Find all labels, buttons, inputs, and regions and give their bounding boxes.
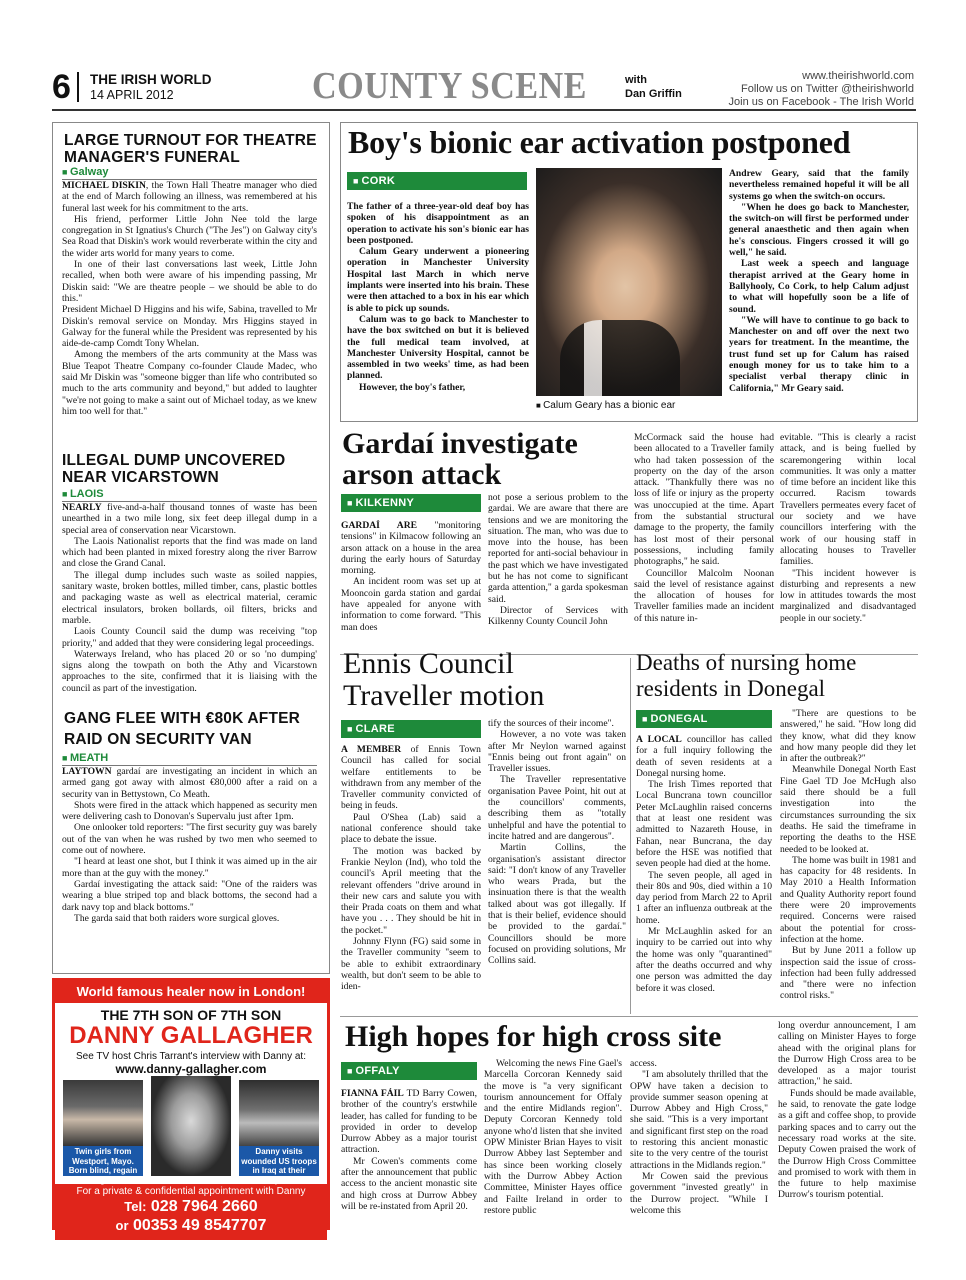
- website-link[interactable]: www.theirishworld.com: [802, 70, 914, 82]
- ad-or-label: or: [115, 1218, 129, 1233]
- bionic-p1: The father of a three-year-old deaf boy has spoken of his disappointment as an operation to activate his son's bionic ear has been postponed.: [347, 201, 529, 246]
- donegal-col1: [636, 734, 772, 1014]
- arson-c3b: Councillor Malcolm Noonan said the level of resistance against the allocation of houses for Traveller families made an incident of this nature in-: [634, 567, 774, 624]
- bionic-body-right: [729, 168, 909, 416]
- cross-lead: FIANNA FÁIL: [341, 1088, 404, 1099]
- cross-c3: access.: [630, 1058, 657, 1069]
- facebook-link[interactable]: Join us on Facebook - The Irish World: [728, 96, 914, 108]
- ad-caption-right: Danny visits wounded US troops in Iraq at their request: [239, 1146, 319, 1176]
- arson-col2: [488, 492, 628, 650]
- section-title: COUNTY SCENE: [312, 65, 587, 107]
- donegal-c2b: Meanwhile Donegal North East Fine Gael TD Joe McHugh also said there should be a full investigation into the circumstances surrounding the six deaths. He said the timeframe in reporting the deaths to the HSE needed to be looked at.: [780, 764, 916, 855]
- ad-name: DANNY GALLAGHER: [69, 1022, 313, 1049]
- bionic-r1: Andrew Geary, said that the family nevertheless remained hopeful it will be all systems go when the switch-on occurs.: [729, 168, 909, 202]
- donegal-c1d: Mr McLaughlin asked for an inquiry to be carried out into why the home was only "quarantined" after the deaths occurred and why one person was admitted the day before it was closed.: [636, 926, 772, 994]
- ad-phone-2[interactable]: 00353 49 8547707: [132, 1217, 267, 1234]
- editor-name: Dan Griffin: [625, 88, 682, 100]
- ennis-c1: of Ennis Town Council has called for social welfare entitlements to be withdrawn from any member of the Traveller community convicted of being in feuds.: [341, 744, 481, 812]
- arson-c3: McCormack said the house had been allocated to a Traveller family who had taken possession of the property on the day of the arson attack. "Thankfully there was no loss of life or injury as the property was unoccupied at the time. Apart from the substantial structural damage to the property, the family has lost most of their personal possessions, including family photographs," he said.: [634, 432, 774, 568]
- ennis-donegal-divider: [630, 658, 631, 1014]
- dump-body: [62, 502, 317, 698]
- dump-p1: five-and-a-half thousand tonnes of waste has been unearthed in a two mile long, six feet deep illegal dump in a special area of conservation near Vicarstown.: [62, 502, 317, 536]
- ad-phone-1[interactable]: 028 7964 2660: [150, 1198, 258, 1215]
- ad-banner: World famous healer now in London!: [55, 981, 327, 1003]
- arson-headline: Gardaí investigate arson attack: [342, 427, 578, 491]
- donegal-c1: councillor has called for a full inquiry following the death of seven residents at a Donegal nursing home.: [636, 734, 772, 779]
- dump-p2: The Laois Nationalist reports that the find was made on land which had been planted in mixed forestry along the river Barrow and close the Grand Canal.: [62, 535, 317, 570]
- cross-col2: [484, 1058, 622, 1230]
- cross-c1: TD Barry Cowen, brother of the country's erstwhile leader, has called for funding to be provided in order to develop Durrow Abbey as a major tourist attraction.: [341, 1088, 477, 1156]
- arson-c4b: "This incident however is disturbing and represents a new low in attitudes towards the most marginalized and disadvantaged people in our society.": [780, 567, 916, 624]
- donegal-c1b: The Irish Times reported that Local Buncrana town councillor Peter McLaughlin raised concerns that at least one resident was admitted to Nazareth House, in Fahan, near Buncrana, the day before the HSE was notified that seven people had died at the home.: [636, 779, 772, 870]
- ennis-c1c: The motion was backed by Frankie Neylon (Ind), who told the council's April meeting that the relevant offenders "drive around in their new cars and salute you with their Prada coats on them and what have you . . . They should be hit in the pocket.": [341, 845, 481, 936]
- bionic-r2: "When he does go back to Manchester, the switch-on will first be performed under general anaesthetic and then again when he's conscious. Fingers crossed it will go well," he said.: [729, 201, 909, 259]
- cross-c2: Welcoming the news Fine Gael's Marcella Corcoran Kennedy said the move is "a very significant tourism announcement for Offaly and the entire Midlands region". Deputy Corcoran Kennedy told anyone who'd listen that she invited OPW Minister Brian Hayes to visit Durrow Abbey last September and has since been working closely with the Durrow Abbey Action Committee, Minister Hayes office and Failte Ireland in order to restore public: [484, 1058, 622, 1216]
- with-label: with: [625, 74, 647, 86]
- funeral-headline: LARGE TURNOUT FOR THEATRE MANAGER'S FUNERAL: [64, 132, 317, 166]
- ennis-headline: Ennis Council Traveller motion: [343, 647, 545, 712]
- bionic-r3: Last week a speech and language therapist arrived at the Geary home in Ballyhooly, Co Cork, to help Calum adjust to what will hopefully soon be a life of sound.: [729, 258, 909, 315]
- funeral-p5: Among the members of the arts community at the Mass was Blue Teapot Theatre Company co-founder Claude Madec, who said Mr Diskin was "someone bigger than life who contributed so much to the arts community and beyond," but added to laughter "we're not going to make a saint out of Michael today, as we knew him too well for that.": [62, 349, 317, 417]
- dump-headline: ILLEGAL DUMP UNCOVERED NEAR VICARSTOWN: [62, 452, 286, 486]
- arson-c1b: An incident room was set up at Mooncoin garda station and gardaí have appealed for anyone with information to come forward. "This man does: [341, 576, 481, 633]
- ennis-c2c: The Traveller representative organisation Pavee Point, hit out at the councillors' comments, describing them as "totally unhelpful and have the potential to incite hatred and are dangerous".: [488, 774, 626, 842]
- bionic-caption: ■ Calum Geary has a bionic ear: [536, 400, 676, 411]
- donegal-c2c: The home was built in 1981 and has capacity for 48 residents. In May 2010 a Health Information and Quality Authority report found there were 20 improvements required. Concerns were raised about the potential for cross-infection at the home.: [780, 854, 916, 945]
- page-number-divider: [77, 72, 79, 102]
- ennis-lead: A MEMBER: [341, 744, 402, 755]
- gang-p6: The garda said that both raiders wore surgical gloves.: [74, 912, 280, 924]
- dump-p3: The illegal dump includes such waste as soiled nappies, sanitary waste, broken bottles, milled timber, cans, plastic bottles and packaging waste as well as electrical material, ceramic electrical insulators, broken bollards, oil filters, bricks and marble.: [62, 569, 317, 626]
- gang-p4: "I heard at least one shot, but I think it was aimed up in the air more than at the guy with the money.": [62, 856, 317, 879]
- donegal-headline: Deaths of nursing home residents in Donegal: [636, 650, 857, 701]
- cross-col1: [341, 1088, 477, 1230]
- ennis-c1b: Paul O'Shea (Lab) said a national conference should take place to debate the issue.: [341, 811, 481, 846]
- bionic-county: ■ CORK: [347, 172, 527, 190]
- donegal-c2: "There are questions to be answered," he said. "How long did they know, what did they know and how many people did they let in after the outbreak?": [780, 708, 916, 765]
- donegal-col2: [780, 708, 916, 1014]
- ad-appointment: For a private & confidential appointment with Danny: [76, 1186, 306, 1197]
- donegal-county: ■ DONEGAL: [636, 710, 772, 728]
- arson-col3: [634, 432, 774, 650]
- gang-p1: gardaí are investigating an incident in which an armed gang got away with almost €80,000 after a raid on a security van in Bettystown, Co Meath.: [62, 766, 317, 800]
- funeral-p4: President Michael D Higgins and his wife, Sabina, travelled to Mr Diskin's removal service on Monday. Mrs Higgins stayed in Galway for the funeral while the President was represented by his aide-de-camp Comdt Tony Whelan.: [62, 304, 317, 350]
- ennis-c1d: Johnny Flynn (FG) said some in the Traveller community "seem to be able to exhibit extraordinary wealth, but don't seem to be able to iden-: [341, 936, 481, 993]
- funeral-p2: His friend, performer Little John Nee told the large congregation in St Ignatius's Church ("The Jes") on Galway city's Sea Road that Diskin's work would reverberate within the city and the wider arts world for many years to come.: [62, 213, 317, 259]
- arson-col1: [341, 520, 481, 650]
- cross-col4: [778, 1020, 916, 1230]
- bionic-p2: Calum Geary underwent a pioneering operation in Manchester University Hospital last March in which nerve implants were inserted into his brain. These were then attached to a box in his ear which is able to pick up sounds.: [347, 246, 529, 314]
- ad-tv-line: See TV host Chris Tarrant's interview with Danny at:: [76, 1051, 306, 1062]
- cross-headline: High hopes for high cross site: [345, 1020, 722, 1053]
- ennis-county: ■ CLARE: [341, 720, 481, 738]
- funeral-body: [62, 180, 317, 448]
- ad-caption-left: Twin girls from Westport, Mayo. Born blind, regain sight: [63, 1146, 143, 1176]
- arson-county: ■ KILKENNY: [341, 494, 481, 512]
- funeral-p3: In one of their last conversations last week, Little John recalled, when both were aware of his impending passing, Mr Diskin said: "We are theatre people – we should be able to do this.": [62, 259, 317, 304]
- arson-c1: "monitoring tensions" in Kilmacow following an arson attack on a house in the area during the early hours of Saturday morning.: [341, 520, 481, 577]
- masthead-rule: [52, 109, 916, 111]
- gang-lead: LAYTOWN: [62, 766, 112, 777]
- cross-c4b: Funds should be made available, he said, to renovate the gate lodge as a gift and coffee shop, to provide parking spaces and to carry out the necessary road works at the site. Deputy Cowen praised the work of the Durrow High Cross Committee and promised to work with them in the future to help maximise Durrow's tourism potential.: [778, 1087, 916, 1201]
- arson-col4: [780, 432, 916, 650]
- donegal-rule: [340, 1016, 918, 1017]
- gang-p5: Gardaí investigating the attack said: "One of the raiders was wearing a blue striped top and black bottoms, the second had a dark navy top and black bottoms.": [62, 878, 317, 913]
- ennis-c2b: However, a no vote was taken after Mr Neylon warned against "Ennis being out front again" on Traveller issues.: [488, 729, 626, 775]
- issue-date: 14 APRIL 2012: [90, 88, 174, 102]
- twitter-link[interactable]: Follow us on Twitter @theirishworld: [741, 83, 914, 95]
- donegal-lead: A LOCAL: [636, 734, 682, 745]
- dump-p5: Waterways Ireland, who has placed 20 or so 'no dumping' signs along the towpath on both the Athy and Vicarstown approaches to the site, confirmed that it is liaising with the council as part of the investigation.: [62, 648, 317, 694]
- ad-title: THE 7TH SON OF 7TH SON: [100, 1007, 282, 1023]
- bionic-caption-text: Calum Geary has a bionic ear: [543, 400, 676, 411]
- cross-c3c: Mr Cowen said the previous government "invested greatly" in the Durrow project. "While I welcome this: [630, 1170, 768, 1216]
- gang-headline: GANG FLEE WITH €80K AFTER RAID ON SECURITY VAN: [64, 710, 301, 748]
- bionic-headline: Boy's bionic ear activation postponed: [348, 124, 851, 160]
- arson-c4: evitable. "This is clearly a racist attack, and is being fuelled by scaremongering within local communities. It was only a matter of time before an incident like this occurred. Racism towards Travellers permeates every facet of our society and we have councillors interfering with the work of our housing staff in allocating houses to Traveller families.: [780, 432, 916, 568]
- funeral-county: ■ Galway: [62, 166, 317, 180]
- twins-photo: [63, 1080, 143, 1146]
- dump-p4: Laois County Council said the dump was receiving "top priority," and added that they were considering legal proceedings.: [62, 626, 317, 649]
- cross-county: ■ OFFALY: [341, 1062, 477, 1080]
- funeral-p1: , the Town Hall Theatre manager who died at the end of March following an illness, was remembered at his funeral last week for his commitment to the arts.: [62, 180, 317, 214]
- page-number: 6: [52, 68, 71, 106]
- dump-lead: NEARLY: [62, 502, 102, 513]
- gang-p2: Shots were fired in the attack which happened as security men were delivering cash to Donovan's Supervalu just after 1pm.: [62, 799, 317, 823]
- arson-lead: GARDAÍ ARE: [341, 520, 418, 531]
- calum-photo-shirt: [560, 320, 680, 396]
- arson-c2: not pose a serious problem to the gardai. We are aware that there are tensions and we are monitoring the situation. The man, who was due to move into the house, has been reported for anti-social behaviour in the past which we have investigated but he has not come to significant garda attention," a garda spokesman said.: [488, 492, 628, 605]
- arson-c2b: Director of Services with Kilkenny County Council John: [488, 604, 628, 628]
- ennis-c2: tify the sources of their income".: [488, 718, 614, 729]
- gang-county: ■ MEATH: [62, 752, 317, 766]
- funeral-lead: MICHAEL DISKIN: [62, 180, 146, 191]
- cross-c3b: "I am absolutely thrilled that the OPW have taken a decision to provide summer season opening at Durrow Abbey and High Cross," she said. "This is a very important and significant first step on the road to restoring this ancient monastic site to the very centre of the tourist attractions in the Midlands region.": [630, 1069, 768, 1171]
- troops-photo: [239, 1080, 319, 1146]
- donegal-c2d: But by June 2011 a follow up inspection said the issue of cross-infection had been fully addressed and "there were no infection control risks.": [780, 945, 916, 1002]
- danny-gallagher-ad[interactable]: [52, 978, 330, 1234]
- gang-p3: One onlooker told reporters: "The first security guy was barely out of the van when he was rushed by two men who seemed to come out of nowhere.: [62, 822, 317, 857]
- danny-portrait: [151, 1076, 231, 1176]
- cross-c4: long overdur announcement, I am calling on Minister Hayes to forge ahead with the original plans for the Durrow High Cross area to be developed as a major tourist attraction," he said.: [778, 1020, 916, 1088]
- bionic-p3: Calum was to go back to Manchester to have the box switched on but it is believed the full medical team involved, at Manchester University Hospital, cannot be assembled in two weeks' time, as had been planned.: [347, 313, 529, 382]
- bionic-r4: "We will have to continue to go back to Manchester on and off over the next two years for treatment. In the meantime, the trust fund set up for Calum has raised enough money for us to take him to a specialist verbal therapy clinic in California," Mr Geary said.: [729, 314, 909, 394]
- ennis-c2d: Martin Collins, the organisation's assistant director said: "I don't know of any Traveller who wears Prada, but the insinuation there is that the wealth talked about was got illegally. If that is their belief, evidence should be provided to the gardaí." Councillors should be more focused on providing solutions, Mr Collins said.: [488, 842, 626, 967]
- dump-county: ■ LAOIS: [62, 488, 317, 502]
- paper-name: THE IRISH WORLD: [90, 72, 212, 87]
- cross-c1b: Mr Cowen's comments come after the announcement that public access to the ancient monastic site and high cross at Durrow Abbey will be re-instated from April 20.: [341, 1155, 477, 1212]
- ad-url[interactable]: www.danny-gallagher.com: [115, 1062, 267, 1076]
- bionic-body-left: [347, 201, 529, 413]
- gang-body: [62, 766, 317, 970]
- ennis-col2: [488, 718, 626, 1016]
- donegal-c1c: The seven people, all aged in their 80s and 90s, died within a 10 day period from March 22 to April 1 after an influenza outbreak at the home.: [636, 869, 772, 926]
- bionic-p4: However, the boy's father,: [359, 381, 466, 393]
- ad-tel-label: Tel:: [124, 1199, 147, 1214]
- cross-col3: [630, 1058, 768, 1230]
- ennis-col1: [341, 744, 481, 1016]
